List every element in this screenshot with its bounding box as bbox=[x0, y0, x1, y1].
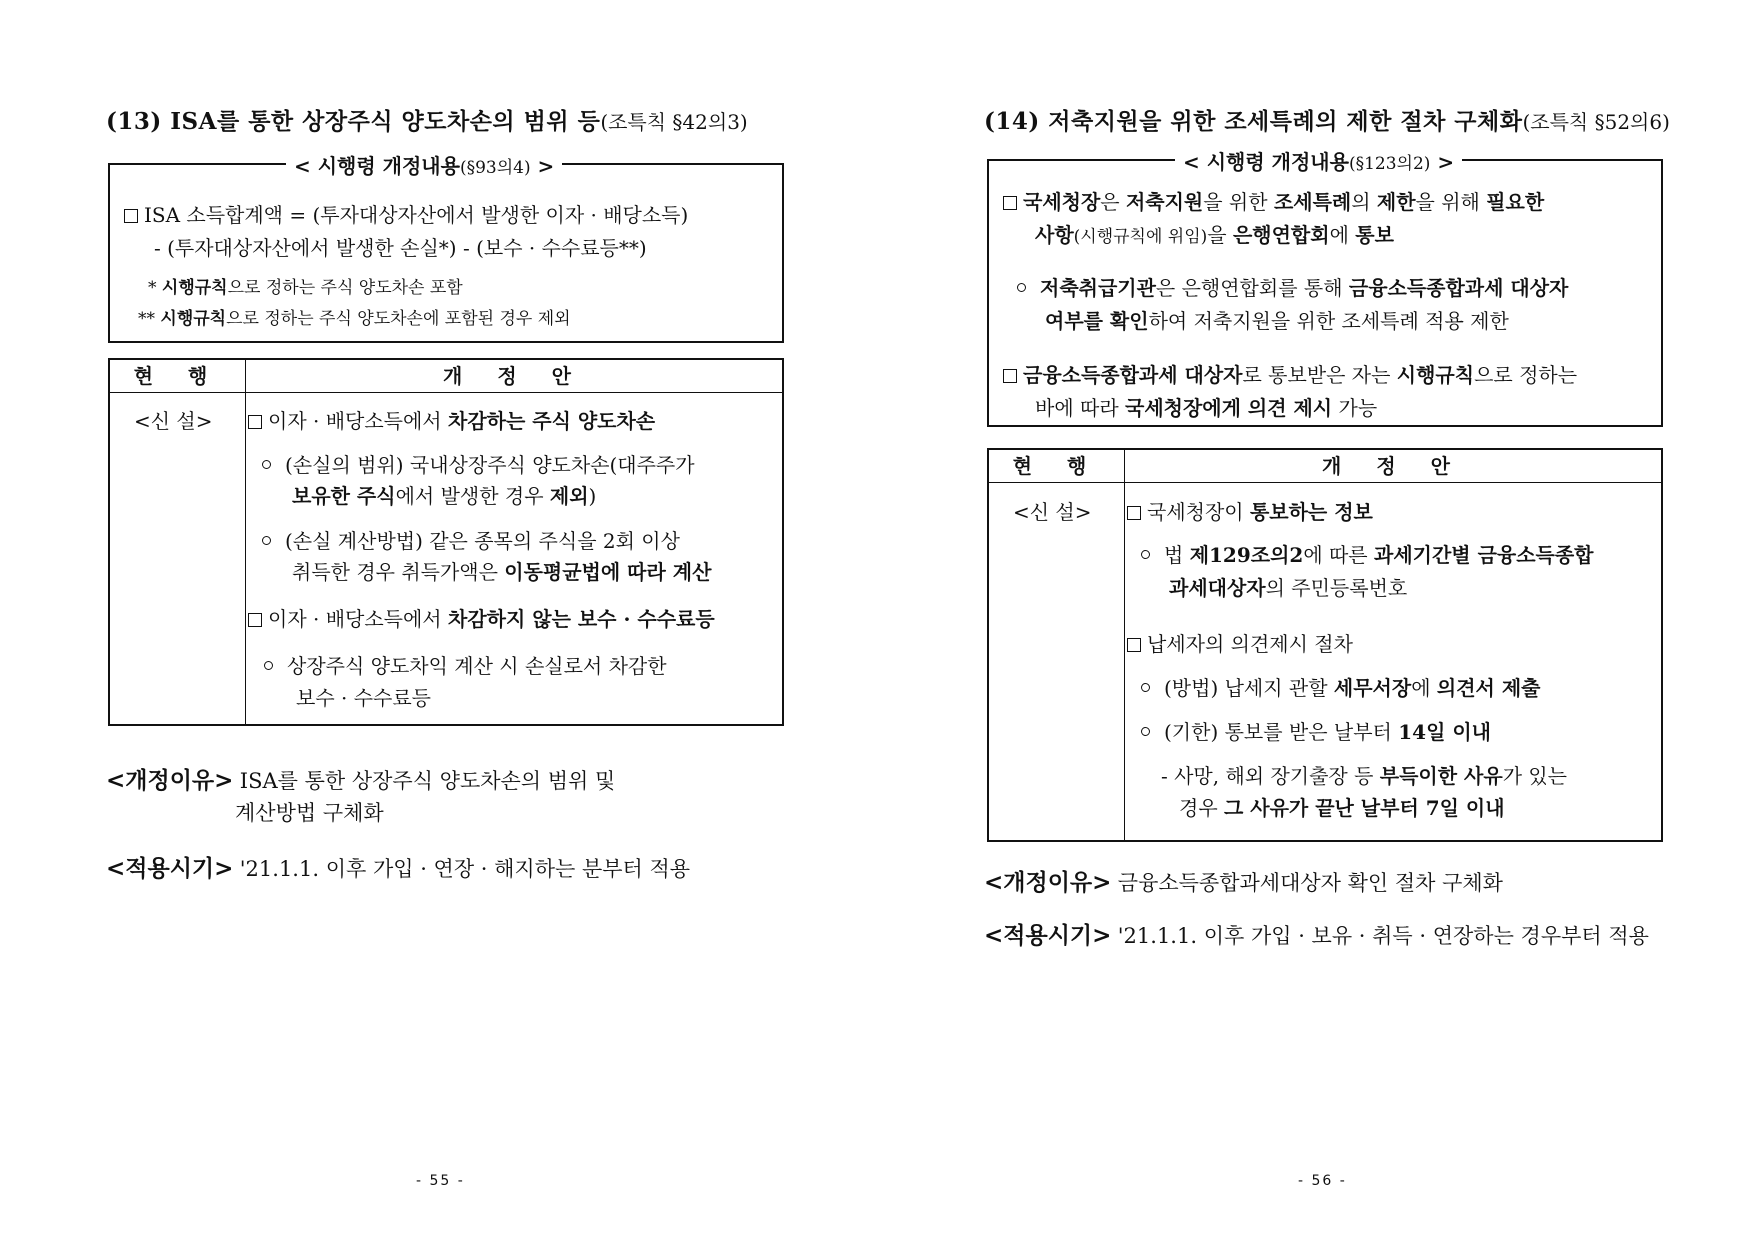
box-item-1-line1: 국세청장은 저축지원을 위한 조세특례의 제한을 위해 필요한 bbox=[1003, 186, 1544, 215]
box-item-1-sub-line1: 저축취급기관은 은행연합회를 통해 금융소득종합과세 대상자 bbox=[1017, 272, 1568, 301]
page-number: - 56 - bbox=[1298, 1173, 1347, 1189]
box-item-1-line2: 사항(시행규칙에 위임)을 은행연합회에 통보 bbox=[1035, 223, 1394, 247]
column-divider bbox=[245, 360, 246, 724]
proposal-item-1-sub-2-line2: 취득한 경우 취득가액은 이동평균법에 따라 계산 bbox=[292, 560, 712, 584]
section-title-text: (13) ISA를 통한 상장주식 양도차손의 범위 등 bbox=[106, 108, 601, 135]
isa-income-formula-line1: ISA 소득합계액 = (투자대상자산에서 발생한 이자 · 배당소득) bbox=[124, 199, 688, 228]
apply-label: <적용시기> bbox=[984, 922, 1112, 949]
proposal-item-2-sub-1-line2: 보수 · 수수료등 bbox=[296, 686, 431, 710]
amendment-box-caption: < 시행령 개정내용(§123의2) > bbox=[1175, 146, 1462, 175]
bullet-circle-icon bbox=[1141, 683, 1150, 692]
section-title-ref: (조특칙 §52의6) bbox=[1522, 110, 1670, 134]
apply-date-line: <적용시기> '21.1.1. 이후 가입 · 보유 · 취득 · 연장하는 경우부터 적용 bbox=[984, 922, 1649, 949]
reason-label: <개정이유> bbox=[106, 767, 234, 794]
apply-date-line: <적용시기> '21.1.1. 이후 가입 · 연장 · 해지하는 분부터 적용 bbox=[106, 855, 691, 882]
proposal-item-1-sub-line1: 법 제129조의2에 따른 과세기간별 금융소득종합 bbox=[1141, 539, 1593, 568]
proposal-item-1: 이자 · 배당소득에서 차감하는 주식 양도차손 bbox=[248, 405, 655, 434]
proposal-item-1-sub-1-line2: 보유한 주식에서 발생한 경우 제외) bbox=[292, 484, 597, 508]
checkbox-square-icon bbox=[248, 415, 262, 429]
isa-income-formula-line2: - (투자대상자산에서 발생한 손실*) - (보수 · 수수료등**) bbox=[154, 236, 647, 260]
bullet-circle-icon bbox=[1141, 727, 1150, 736]
bullet-circle-icon bbox=[264, 661, 273, 670]
proposal-item-2-sub-1: (방법) 납세지 관할 세무서장에 의견서 제출 bbox=[1141, 672, 1540, 701]
current-cell-new: <신 설> bbox=[134, 409, 213, 433]
checkbox-square-icon bbox=[124, 209, 138, 223]
checkbox-square-icon bbox=[1003, 369, 1017, 383]
checkbox-square-icon bbox=[248, 613, 262, 627]
footnote-2: ** 시행규칙으로 정하는 주식 양도차손에 포함된 경우 제외 bbox=[138, 309, 571, 329]
reason-line: <개정이유> 금융소득종합과세대상자 확인 절차 구체화 bbox=[984, 869, 1503, 896]
checkbox-square-icon bbox=[1003, 196, 1017, 210]
current-cell-new: <신 설> bbox=[1013, 500, 1092, 524]
reason-line-2: 계산방법 구체화 bbox=[235, 801, 384, 825]
proposal-item-2-sub-2-note-line1: - 사망, 해외 장기출장 등 부득이한 사유가 있는 bbox=[1161, 764, 1568, 788]
footnote-1: * 시행규칙으로 정하는 주식 양도차손 포함 bbox=[148, 278, 463, 298]
box-item-1-sub-line2: 여부를 확인하여 저축지원을 위한 조세특례 적용 제한 bbox=[1045, 309, 1509, 333]
bullet-circle-icon bbox=[262, 536, 271, 545]
proposal-item-1: 국세청장이 통보하는 정보 bbox=[1127, 496, 1373, 525]
proposal-item-2-sub-2-note-line2: 경우 그 사유가 끝난 날부터 7일 이내 bbox=[1179, 796, 1505, 820]
bullet-circle-icon bbox=[1017, 283, 1026, 292]
column-divider bbox=[1124, 450, 1125, 840]
reason-label: <개정이유> bbox=[984, 869, 1112, 896]
header-proposed: 개 정 안 bbox=[443, 364, 585, 388]
amendment-box-caption: < 시행령 개정내용(§93의4) > bbox=[286, 150, 562, 179]
header-current: 현 행 bbox=[133, 364, 222, 388]
proposal-item-1-sub-1-line1: (손실의 범위) 국내상장주식 양도차손(대주주가 bbox=[262, 449, 695, 478]
section-13-title bbox=[106, 103, 748, 136]
section-title-text: (14) 저축지원을 위한 조세특례의 제한 절차 구체화 bbox=[984, 108, 1523, 135]
bullet-circle-icon bbox=[262, 460, 271, 469]
header-proposed: 개 정 안 bbox=[1322, 454, 1464, 478]
proposal-item-1-sub-2-line1: (손실 계산방법) 같은 종목의 주식을 2회 이상 bbox=[262, 525, 680, 554]
box-item-2-line2: 바에 따라 국세청장에게 의견 제시 가능 bbox=[1035, 396, 1378, 420]
apply-label: <적용시기> bbox=[106, 855, 234, 882]
page-number: - 55 - bbox=[416, 1173, 465, 1189]
proposal-item-2: 납세자의 의견제시 절차 bbox=[1127, 628, 1353, 657]
checkbox-square-icon bbox=[1127, 506, 1141, 520]
proposal-item-2-sub-1-line1: 상장주식 양도차익 계산 시 손실로서 차감한 bbox=[264, 650, 667, 679]
section-title-ref: (조특칙 §42의3) bbox=[600, 110, 748, 134]
reason-line-1: <개정이유> ISA를 통한 상장주식 양도차손의 범위 및 bbox=[106, 767, 616, 794]
proposal-item-2-sub-2: (기한) 통보를 받은 날부터 14일 이내 bbox=[1141, 716, 1491, 745]
checkbox-square-icon bbox=[1127, 638, 1141, 652]
box-item-2-line1: 금융소득종합과세 대상자로 통보받은 자는 시행규칙으로 정하는 bbox=[1003, 359, 1577, 388]
header-current: 현 행 bbox=[1012, 454, 1101, 478]
page-56 bbox=[877, 0, 1754, 1240]
proposal-item-2: 이자 · 배당소득에서 차감하지 않는 보수 · 수수료등 bbox=[248, 603, 715, 632]
section-14-title bbox=[984, 103, 1670, 136]
bullet-circle-icon bbox=[1141, 550, 1150, 559]
proposal-item-1-sub-line2: 과세대상자의 주민등록번호 bbox=[1169, 576, 1408, 600]
